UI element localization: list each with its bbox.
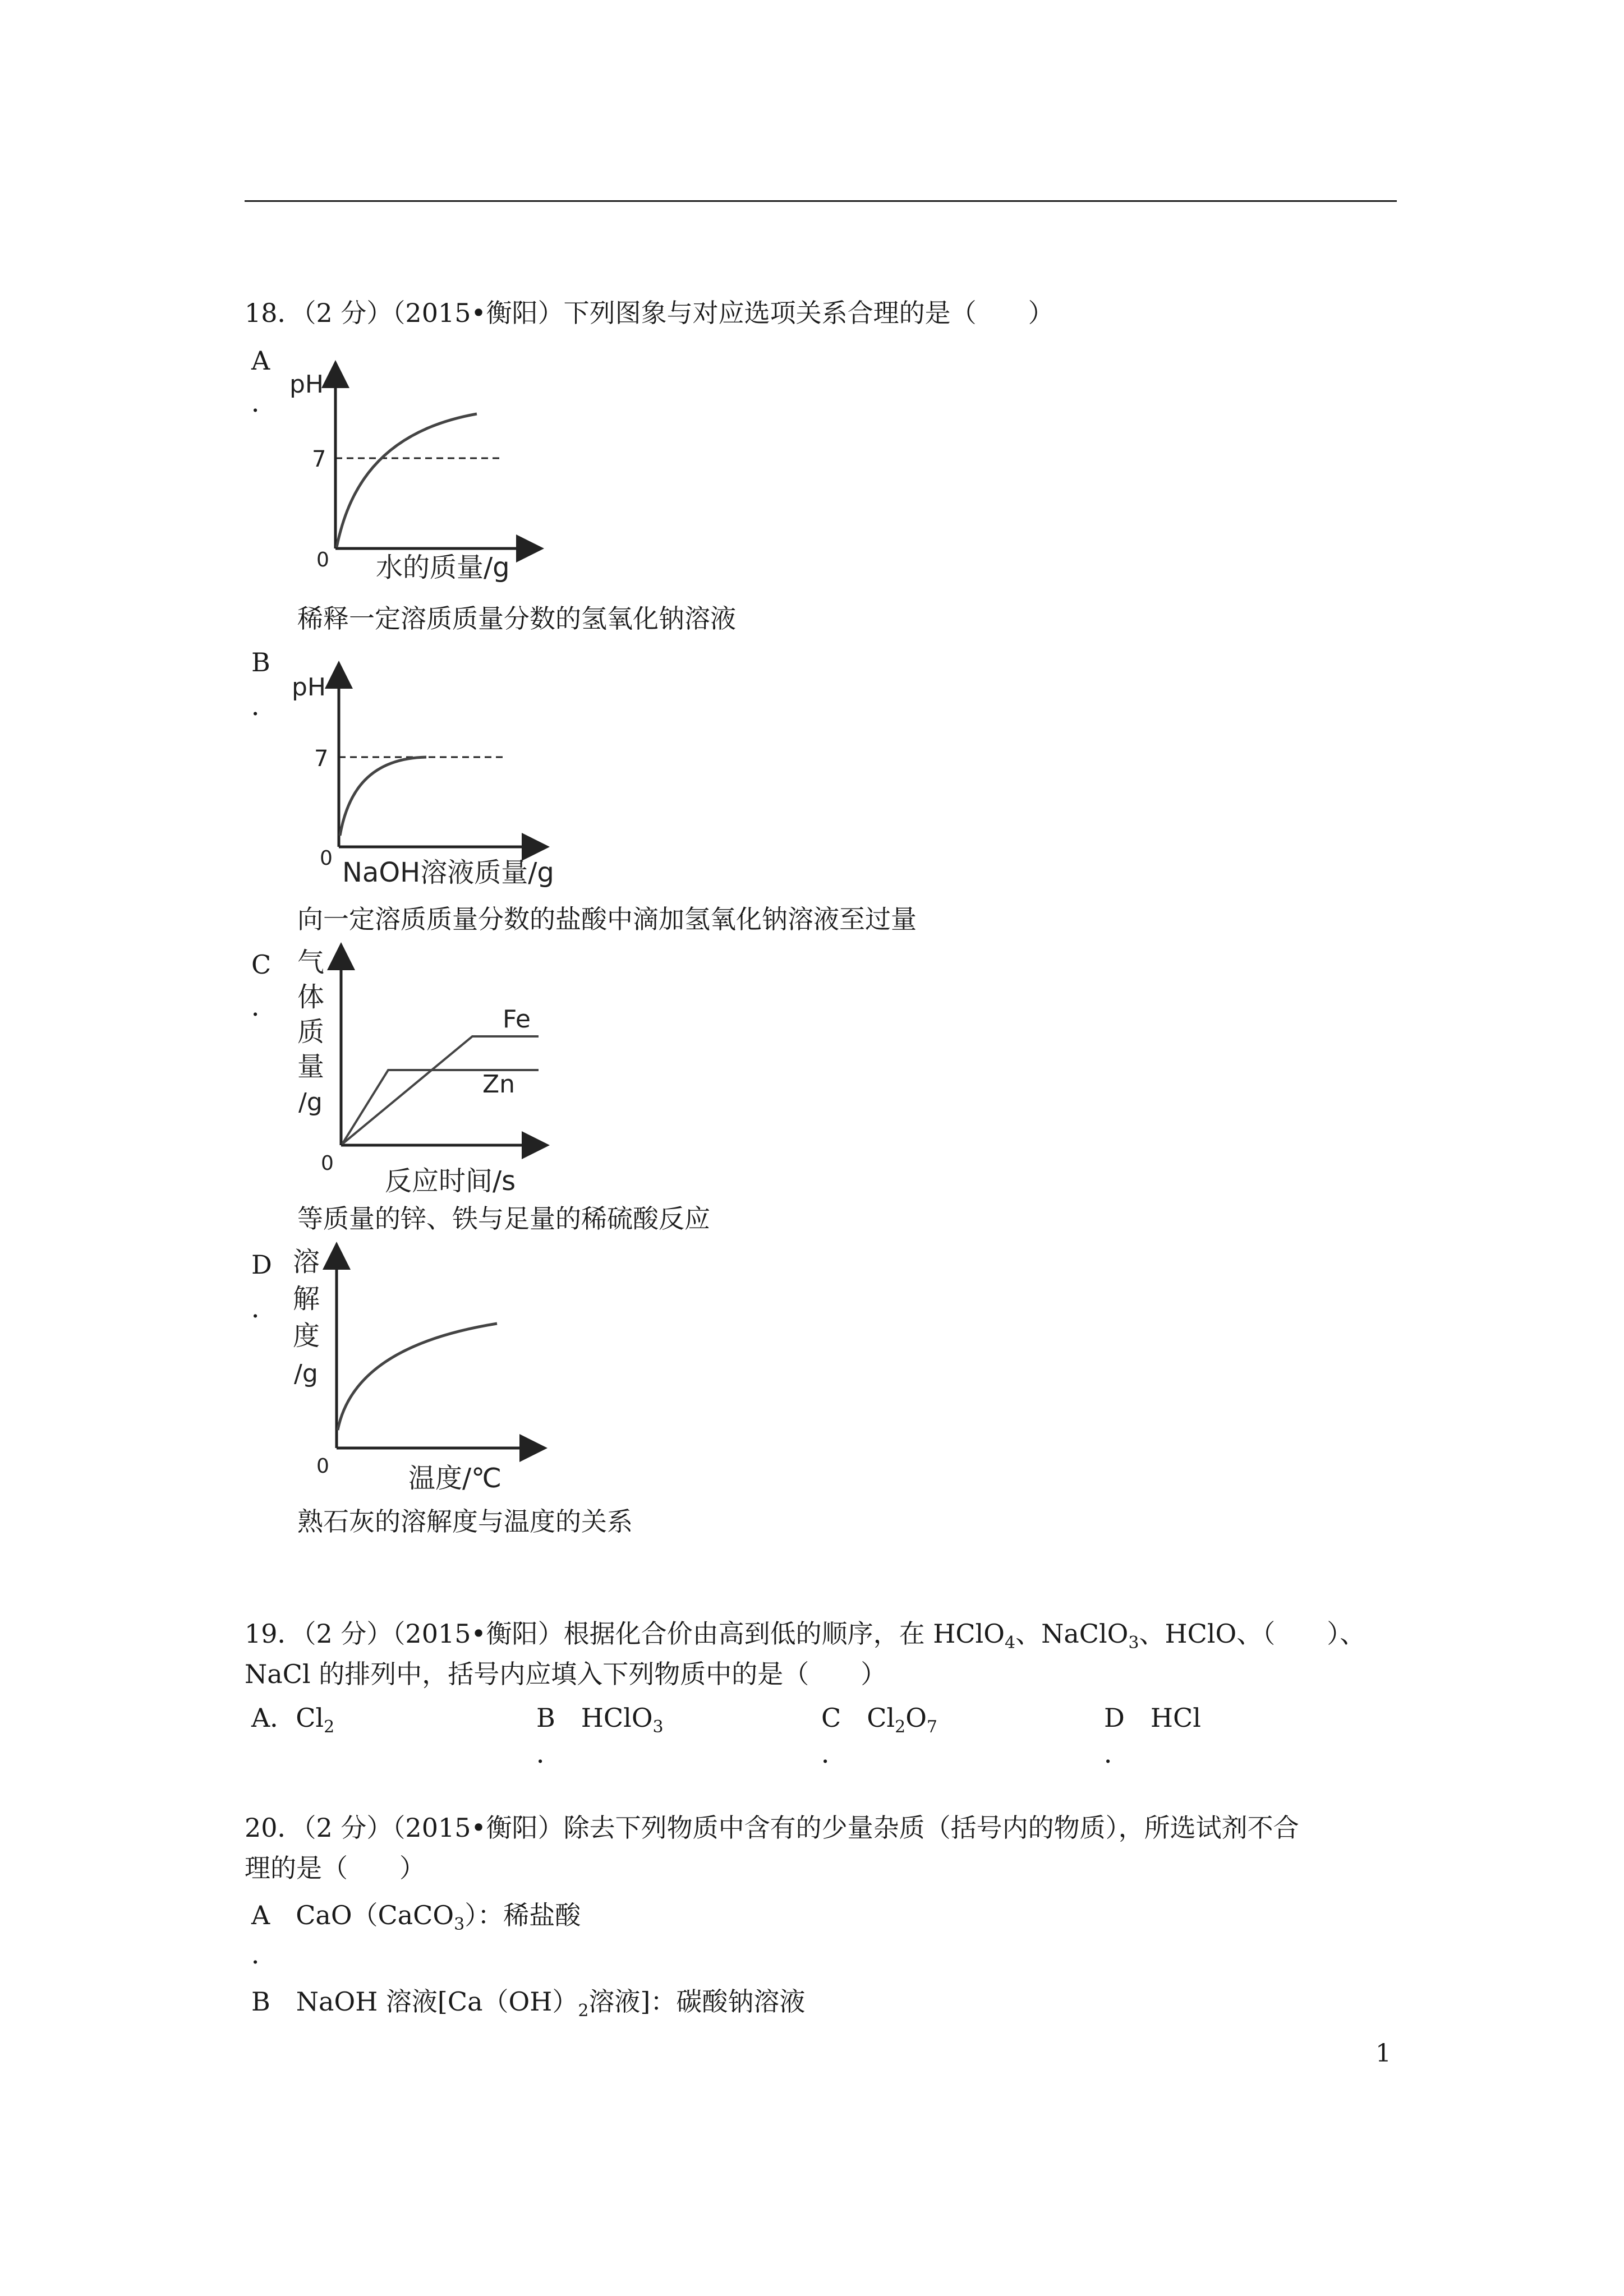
x-label: 温度/℃ [408, 1463, 502, 1494]
q19-line1: 19．（2 分）（2015•衡阳）根据化合价由高到低的顺序，在 HClO$_4$、NaClO$_3$、HClO、（ ）、 [245, 1619, 1366, 1653]
origin: 0 [320, 847, 333, 870]
y-label-1: 气 [297, 947, 325, 978]
q19-choice-c-dot: ． [821, 1739, 847, 1769]
q19-choice-d-dot: ． [1104, 1739, 1130, 1769]
q18-optA-letter: A [251, 345, 270, 376]
curve [338, 1324, 497, 1430]
x-label: NaOH溶液质量/g [342, 857, 554, 888]
q18-optD-caption: 熟石灰的溶解度与温度的关系 [297, 1506, 633, 1537]
q19-line2: NaCl 的排列中，括号内应填入下列物质中的是（ ） [245, 1659, 887, 1689]
q19-choice-d[interactable]: D HCl [1104, 1703, 1201, 1733]
y-label: pH [289, 370, 324, 399]
q20-option-a[interactable]: A CaO（CaCO$_3$）：稀盐酸 [251, 1900, 581, 1934]
series-fe-label: Fe [503, 1005, 531, 1034]
q18-optB-caption: 向一定溶质质量分数的盐酸中滴加氢氧化钠溶液至过量 [297, 904, 917, 934]
q18-optD-letter: D [251, 1250, 272, 1280]
y-label-4: 量 [297, 1051, 325, 1082]
origin: 0 [321, 1152, 334, 1175]
q18-stem: 18．（2 分）（2015•衡阳）下列图象与对应选项关系合理的是（ ） [245, 298, 1054, 328]
y-label-4: /g [294, 1359, 318, 1388]
q19-choice-a[interactable]: A．$Cl_2$ [251, 1703, 335, 1737]
origin: 0 [316, 1455, 329, 1478]
q20-option-b[interactable]: B NaOH 溶液[$Ca(OH)_2$溶液]：碳酸钠溶液 [251, 1986, 806, 2021]
q19-choice-b[interactable]: B HClO$_3$ [536, 1703, 664, 1737]
q18-optC-caption: 等质量的锌、铁与足量的稀硫酸反应 [297, 1204, 710, 1234]
q19-choice-b-dot: ． [536, 1739, 562, 1769]
q18-optB-dot: ． [251, 691, 277, 721]
q19-choice-c[interactable]: C $Cl_2O_7$ [821, 1703, 938, 1737]
y-label-1: 溶 [293, 1246, 320, 1278]
ref-label: 7 [314, 746, 329, 772]
q18-optA-chart [289, 365, 561, 594]
q18-optC-chart [292, 948, 583, 1206]
q20-option-a-dot: ． [251, 1939, 277, 1970]
y-label-3: 度 [293, 1320, 320, 1352]
ref-label: 7 [312, 446, 326, 472]
x-label: 水的质量/g [376, 552, 510, 583]
y-label: pH [292, 673, 326, 702]
q18-optA-caption: 稀释一定溶质质量分数的氢氧化钠溶液 [297, 603, 736, 634]
origin: 0 [316, 548, 329, 571]
q20-line2: 理的是（ ） [245, 1853, 425, 1883]
y-label-5: /g [298, 1088, 323, 1117]
curve [340, 757, 426, 836]
q18-optC-dot: ． [251, 992, 277, 1022]
q18-optB-chart [292, 662, 583, 897]
y-label-2: 解 [293, 1283, 320, 1315]
header-rule [245, 200, 1397, 202]
y-label-2: 体 [297, 981, 325, 1013]
x-label: 反应时间/s [385, 1165, 516, 1197]
y-label-3: 质 [297, 1016, 325, 1048]
q20-line1: 20．（2 分）（2015•衡阳）除去下列物质中含有的少量杂质（括号内的物质），所选试剂不合 [245, 1813, 1299, 1843]
q18-optB-letter: B [251, 647, 270, 677]
q18-optC-letter: C [251, 949, 272, 980]
q18-optD-dot: ． [251, 1293, 277, 1324]
curve [337, 414, 477, 547]
series-zn-label: Zn [482, 1070, 516, 1099]
page-number: 1 [1375, 2039, 1391, 2068]
q18-optD-chart [292, 1245, 583, 1503]
q18-optA-dot: ． [251, 388, 277, 418]
